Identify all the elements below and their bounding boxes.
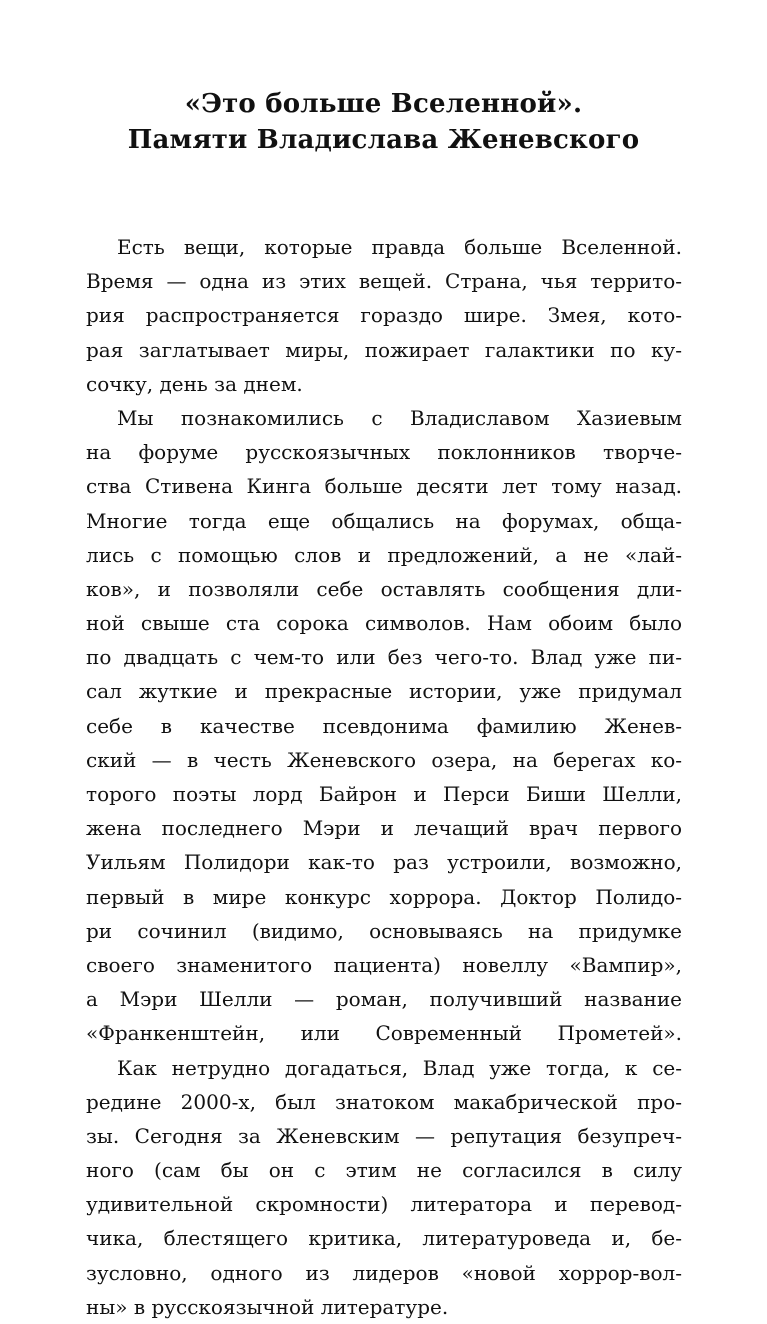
title-line: Памяти Владислава Женевского (60, 122, 707, 158)
body-text (86, 230, 682, 1324)
text-line: Уильям Полидори как-то раз устроили, возможно, (86, 845, 682, 879)
text-line: ны» в русскоязычной литературе. (86, 1290, 682, 1324)
text-line: Время — одна из этих вещей. Страна, чья террито- (86, 264, 682, 298)
text-line: чика, блестящего критика, литературоведа и, бе- (86, 1221, 682, 1255)
text-line: ский — в честь Женевского озера, на берегах ко- (86, 743, 682, 777)
text-line: на форуме русскоязычных поклонников творче- (86, 435, 682, 469)
text-line: Есть вещи, которые правда больше Вселенной. (86, 230, 682, 264)
text-line: зы. Сегодня за Женевским — репутация безупреч- (86, 1119, 682, 1153)
paragraph-1 (86, 230, 682, 401)
text-line: рая заглатывает миры, пожирает галактики по ку- (86, 333, 682, 367)
text-line: сочку, день за днем. (86, 367, 682, 401)
text-line: рия распространяется гораздо шире. Змея, кото- (86, 298, 682, 332)
chapter-title (60, 86, 707, 158)
text-line: редине 2000-х, был знатоком макабрической про- (86, 1085, 682, 1119)
text-line: Многие тогда еще общались на форумах, обща- (86, 504, 682, 538)
text-line: Как нетрудно догадаться, Влад уже тогда, к се- (86, 1051, 682, 1085)
text-line: сал жуткие и прекрасные истории, уже придумал (86, 674, 682, 708)
text-line: «Франкенштейн, или Современный Прометей». (86, 1016, 682, 1050)
title-line: «Это больше Вселенной». (60, 86, 707, 122)
text-line: удивительной скромности) литератора и перевод- (86, 1187, 682, 1221)
text-line: ного (сам бы он с этим не согласился в силу (86, 1153, 682, 1187)
text-line: жена последнего Мэри и лечащий врач первого (86, 811, 682, 845)
text-line: своего знаменитого пациента) новеллу «Вампир», (86, 948, 682, 982)
text-line: себе в качестве псевдонима фамилию Женев- (86, 709, 682, 743)
text-line: ства Стивена Кинга больше десяти лет тому назад. (86, 469, 682, 503)
text-line: ков», и позволяли себе оставлять сообщения дли- (86, 572, 682, 606)
text-line: первый в мире конкурс хоррора. Доктор Полидо- (86, 880, 682, 914)
text-line: ри сочинил (видимо, основываясь на придумке (86, 914, 682, 948)
text-line: зусловно, одного из лидеров «новой хоррор-вол- (86, 1256, 682, 1290)
text-line: торого поэты лорд Байрон и Перси Биши Шелли, (86, 777, 682, 811)
text-line: ной свыше ста сорока символов. Нам обоим было (86, 606, 682, 640)
text-line: по двадцать с чем-то или без чего-то. Влад уже пи- (86, 640, 682, 674)
paragraph-2 (86, 401, 682, 1051)
text-line: Мы познакомились с Владиславом Хазиевым (86, 401, 682, 435)
text-line: лись с помощью слов и предложений, а не «лай- (86, 538, 682, 572)
paragraph-3 (86, 1051, 682, 1324)
text-line: а Мэри Шелли — роман, получивший название (86, 982, 682, 1016)
